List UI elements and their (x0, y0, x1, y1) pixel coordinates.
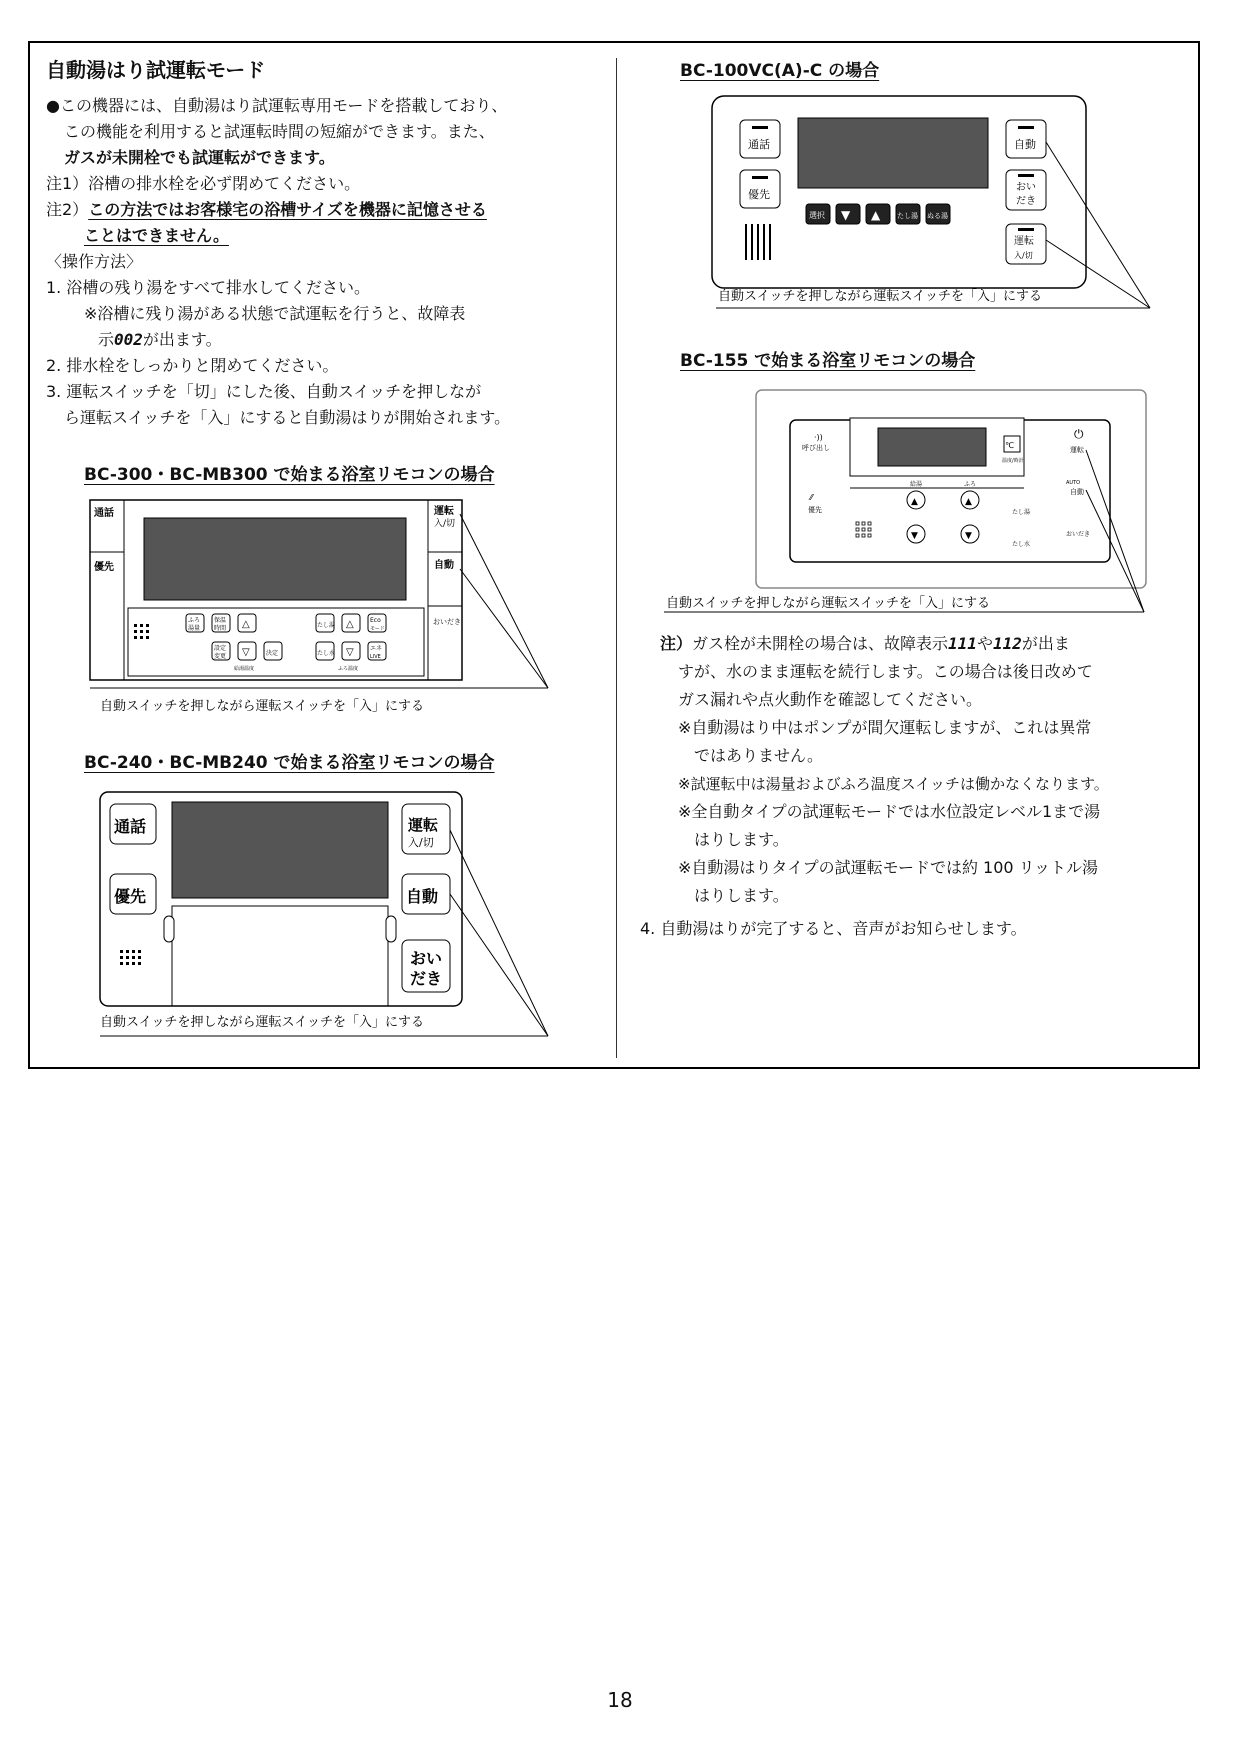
intro-line-3: ガスが未開栓でも試運転ができます。 (64, 148, 335, 167)
bc155-yusen-button: 優先 (808, 506, 822, 514)
note-2-line-b (46, 223, 596, 249)
bc240-remote-illustration (96, 790, 576, 1040)
bc240-daki-label: だき (410, 969, 443, 988)
bc155-remote-illustration (664, 388, 1164, 618)
gas-note-bullet-3b: はりします。 (694, 830, 789, 849)
section-title: 自動湯はり試運転モード (46, 58, 266, 82)
intro-line-1: ●この機器には、自動湯はり試運転専用モードを搭載しており、 (46, 96, 508, 115)
bc300-oidaki-button: おいだき (433, 618, 461, 626)
gas-note-bullet-2: ※試運転中は湯量およびふろ温度スイッチは働かなくなります。 (678, 775, 1109, 793)
bc300-henko-label: 変更 (214, 653, 227, 660)
note-2 (46, 197, 596, 223)
bc100-up-icon: ▲ (871, 208, 881, 222)
step-1: 1. 浴槽の残り湯をすべて排水してください。 (46, 278, 371, 297)
bc155-title: BC-155 で始まる浴室リモコンの場合 (680, 351, 976, 371)
bc100-title: BC-100VC(A)-C の場合 (680, 61, 880, 81)
bc300-title: BC-300・BC-MB300 で始まる浴室リモコンの場合 (84, 465, 495, 485)
bc100-sentaku-button: 選択 (809, 211, 825, 220)
step-1-note-suffix: が出ます。 (142, 330, 222, 349)
gas-note (660, 630, 1194, 910)
error-code-002: 002 (114, 330, 143, 349)
bc155-ondo-label: 温度/時計 (1002, 458, 1024, 464)
step-3-b: ら運転スイッチを「入」にすると自動湯はりが開始されます。 (64, 408, 511, 427)
step-1-note-a: ※浴槽に残り湯がある状態で試運転を行うと、故障表 (84, 304, 466, 323)
note-1: 注1）浴槽の排水栓を必ず閉めてください。 (46, 174, 361, 193)
bc155-unten-button: 運転 (1070, 446, 1084, 454)
bc240-tsuwa-label: 通話 (114, 817, 147, 836)
bc155-yusen-icon: ⁄⁄ (810, 493, 813, 502)
bc155-ondo-icon: ℃ (1005, 441, 1014, 450)
bc100-down-icon: ▼ (841, 208, 851, 222)
note-2-prefix: 注2） (46, 200, 89, 219)
bc300-hoon-button: 保温 (214, 617, 227, 624)
bc300-pointer-line-2 (460, 569, 548, 688)
bc240-title: BC-240・BC-MB240 で始まる浴室リモコンの場合 (84, 753, 495, 773)
bc155-tashimizu-button: たし水 (1012, 541, 1031, 548)
bc155-yobidashi-icon: ·)) (814, 433, 823, 442)
bc155-furo-up-icon: ▲ (965, 497, 972, 507)
bc240-oi-label: おい (410, 949, 443, 968)
note-2-text-a: この方法ではお客様宅の浴槽サイズを機器に記憶させる (88, 200, 487, 219)
step-2: 2. 排水栓をしっかりと閉めてください。 (46, 356, 339, 375)
bc300-jikan-label: 時間 (214, 625, 227, 632)
bc300-tsuwa-button: 通話 (94, 508, 114, 519)
bc300-caption: 自動スイッチを押しながら運転スイッチを「入」にする (100, 699, 424, 714)
bc155-tashiyu-button: たし湯 (1012, 509, 1031, 516)
bc300-speaker-icon (134, 624, 149, 639)
bc240-pointer-line-1 (450, 830, 548, 1036)
bc300-yuryo-label: 湯量 (188, 625, 201, 632)
gas-note-bullet-4b: はりします。 (694, 886, 789, 905)
procedure-title: 〈操作方法〉 (46, 252, 143, 271)
gas-note-line-3: ガス漏れや点火動作を確認してください。 (678, 690, 983, 709)
bc300-ene-button: エネ (370, 645, 383, 652)
bc100-unten-label: 運転 (1014, 236, 1034, 247)
bc155-yobidashi-button: 呼び出し (802, 444, 830, 452)
bc100-jido-label: 自動 (1014, 138, 1036, 151)
bc240-pointer-line-2 (450, 894, 548, 1036)
step-4: 4. 自動湯はりが完了すると、音声がお知らせします。 (640, 919, 1027, 938)
gas-note-l1-c: が出ま (1021, 634, 1070, 653)
bc300-settei-button: 設定 (214, 645, 227, 652)
bc155-display (878, 428, 986, 466)
gas-note-line-2: すが、水のまま運転を続行します。この場合は後日改めて (678, 662, 1093, 681)
step-1-note-prefix: 示 (98, 330, 115, 349)
bc155-power-icon: ⏻ (1074, 427, 1084, 441)
bc155-auto-label: AUTO (1066, 480, 1081, 486)
bc100-unten-sub: 入/切 (1014, 251, 1033, 260)
gas-note-bullet-1a: ※自動湯はり中はポンプが間欠運転しますが、これは異常 (678, 718, 1092, 737)
bc300-remote-illustration (88, 494, 568, 724)
step-3-a: 3. 運転スイッチを「切」にした後、自動スイッチを押しなが (46, 382, 482, 401)
bc155-furo-label: ふろ (964, 481, 977, 488)
step-4-block (640, 916, 1027, 942)
bc300-kettei-button: 決定 (266, 650, 279, 657)
bc240-display (172, 802, 388, 898)
bc100-caption: 自動スイッチを押しながら運転スイッチを「入」にする (718, 289, 1042, 304)
gas-note-line-1 (660, 630, 1194, 658)
bc240-caption: 自動スイッチを押しながら運転スイッチを「入」にする (100, 1015, 424, 1030)
page-number: 18 (607, 1688, 633, 1712)
bc100-oi-label: おい (1016, 182, 1036, 193)
bc155-kyuto-up-icon: ▲ (911, 497, 918, 507)
bc100-display (798, 118, 988, 188)
gas-note-bullet-1b: ではありません。 (694, 746, 823, 765)
bc300-furo-ondo-label: ふろ温度 (338, 666, 359, 672)
bc300-eco-button: Eco (370, 617, 381, 624)
bc240-yusen-label: 優先 (114, 887, 147, 906)
bc300-tashimizu-button: たし水 (317, 650, 336, 657)
bc300-pointer-line-1 (460, 514, 548, 688)
gas-note-bullet-4a: ※自動湯はりタイプの試運転モードでは約 100 リットル湯 (678, 858, 1099, 877)
bc300-unten-button: 運転 (434, 506, 454, 517)
bc300-unten-sub: 入/切 (434, 519, 456, 529)
bc100-remote-illustration (710, 94, 1170, 314)
bc155-jido-button: 自動 (1070, 488, 1084, 496)
bc155-furo-down-icon: ▼ (965, 531, 972, 541)
bc240-unten-label: 運転 (408, 816, 439, 834)
bc155-oidaki-button: おいだき (1066, 531, 1091, 538)
bc240-unten-sub: 入/切 (408, 836, 434, 849)
bc300-eco-sub: モード (370, 626, 385, 632)
bc300-furo-button: ふろ (188, 617, 201, 624)
bc300-tashiyu-button: たし湯 (317, 622, 336, 629)
left-column (46, 54, 596, 431)
bc100-nuruyu-button: ぬる湯 (927, 212, 948, 220)
bc100-yusen-label: 優先 (748, 188, 770, 201)
bc240-jido-label: 自動 (406, 887, 439, 906)
error-code-111: 111 (948, 634, 977, 653)
intro-line-2: この機能を利用すると試運転時間の短縮ができます。また、 (64, 122, 495, 141)
bc300-display (144, 518, 406, 600)
bc155-kyuto-down-icon: ▼ (911, 531, 918, 541)
bc100-tsuwa-label: 通話 (748, 138, 770, 151)
bc300-jido-button: 自動 (434, 560, 454, 571)
note-2-text-b: ことはできません。 (84, 226, 229, 245)
error-code-112: 112 (992, 634, 1022, 653)
gas-note-l1-b: や (976, 634, 993, 653)
bc300-down-icon-2: ▽ (346, 647, 354, 658)
bc155-caption: 自動スイッチを押しながら運転スイッチを「入」にする (666, 596, 990, 611)
bc300-up-icon-2: △ (346, 619, 354, 630)
gas-note-prefix: 注） (660, 634, 693, 653)
bc100-daki-label: だき (1016, 196, 1036, 207)
bc300-down-icon-1: ▽ (242, 647, 250, 658)
bc300-up-icon-1: △ (242, 619, 250, 630)
bc300-kyuto-label: 給湯温度 (234, 666, 255, 672)
step-1-note-b (46, 327, 596, 353)
gas-note-l1-a: ガス栓が未開栓の場合は、故障表示 (692, 634, 949, 653)
bc155-kyuto-label: 給湯 (910, 481, 923, 488)
bc300-yusen-button: 優先 (94, 562, 114, 573)
gas-note-bullet-3a: ※全自動タイプの試運転モードでは水位設定レベル1まで湯 (678, 802, 1101, 821)
column-divider (616, 58, 617, 1058)
bc100-tashiyu-button: たし湯 (897, 212, 918, 220)
bc300-ene-sub: LIVE (370, 654, 381, 660)
